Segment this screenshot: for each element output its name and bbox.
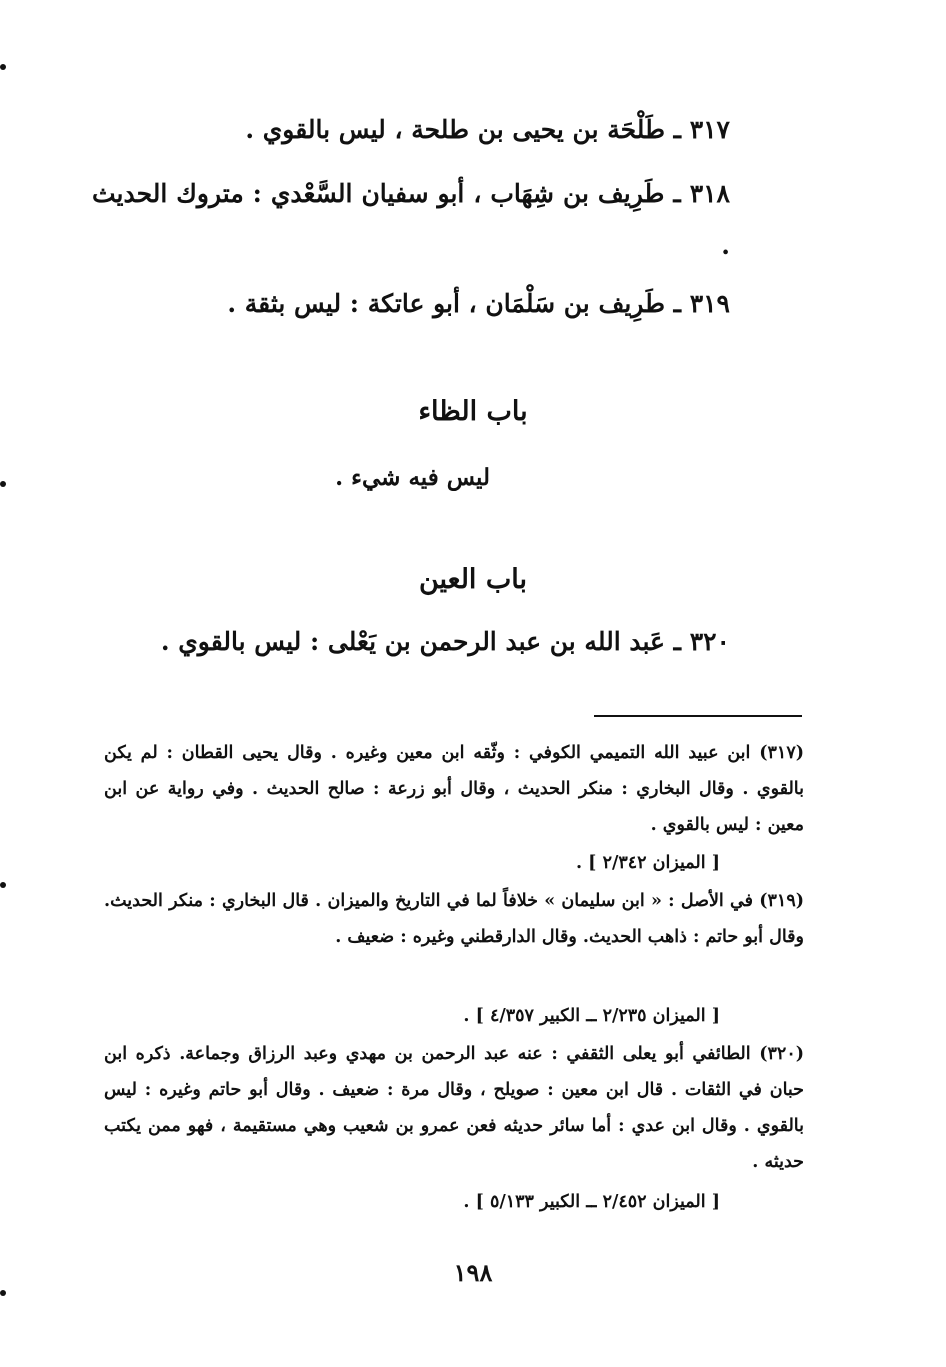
scan-edge-mark [0,882,6,888]
scan-edge-mark [0,1290,6,1296]
entry-320: ٣٢٠ ـ عَبد الله بن عبد الرحمن بن يَعْلى : ليس بالقوي . [160,627,730,656]
footnote-320-reference: [ الميزان ٢/٤٥٢ ــ الكبير ٥/١٣٣ ] . [463,1192,720,1212]
footnote-317-reference: [ الميزان ٢/٣٤٢ ] . [576,853,720,873]
footnote-320: (٣٢٠) الطائفي أبو يعلى الثقفي : عنه عبد الرحمن بن مهدي وعبد الرزاق وجماعة. ذكره ابن حبان في الثقات . قال ابن معين : صويلح ، وقال مرة : ضعيف . وقال أبو حاتم وغيره : ليس بالقوي . وقال ابن عدي : أما سائر حديثه فعن عمرو بن شعيب وهي مستقيمة ، فهو ممن يكتب حديثه . [104,1044,804,1172]
section-heading-zah: باب الظاء [418,396,528,427]
section-heading-ayn: باب العين [418,564,527,595]
scan-edge-mark [0,481,6,487]
footnote-319: (٣١٩) في الأصل : « ابن سليمان » خلافاً لما في التاريخ والميزان . قال البخاري : منكر الحديث. وقال أبو حاتم : ذاهب الحديث. وقال الدارقطني وغيره : ضعيف . [104,891,804,947]
scan-edge-mark [0,64,6,70]
footnote-separator [594,715,802,717]
entry-317: ٣١٧ ـ طَلْحَة بن يحيى بن طلحة ، ليس بالقوي . [245,115,730,144]
footnote-317: (٣١٧) ابن عبيد الله التميمي الكوفي : وثّقه ابن معين وغيره . وقال يحيى القطان : لم يكن بالقوي . وقال البخاري : منكر الحديث ، وقال أبو زرعة : صالح الحديث . وفي رواية عن ابن معين : ليس بالقوي . [104,743,804,835]
entry-318: ٣١٨ ـ طَرِيف بن شِهَاب ، أبو سفيان السَّعْدي : متروك الحديث . [92,179,730,260]
section-zah-text: ليس فيه شيء . [335,464,490,491]
entry-319: ٣١٩ ـ طَرِيف بن سَلْمَان ، أبو عاتكة : ليس بثقة . [227,289,730,318]
footnote-319-reference: [ الميزان ٢/٢٣٥ ــ الكبير ٤/٣٥٧ ] . [463,1006,720,1026]
page-number: ١٩٨ [453,1258,493,1287]
